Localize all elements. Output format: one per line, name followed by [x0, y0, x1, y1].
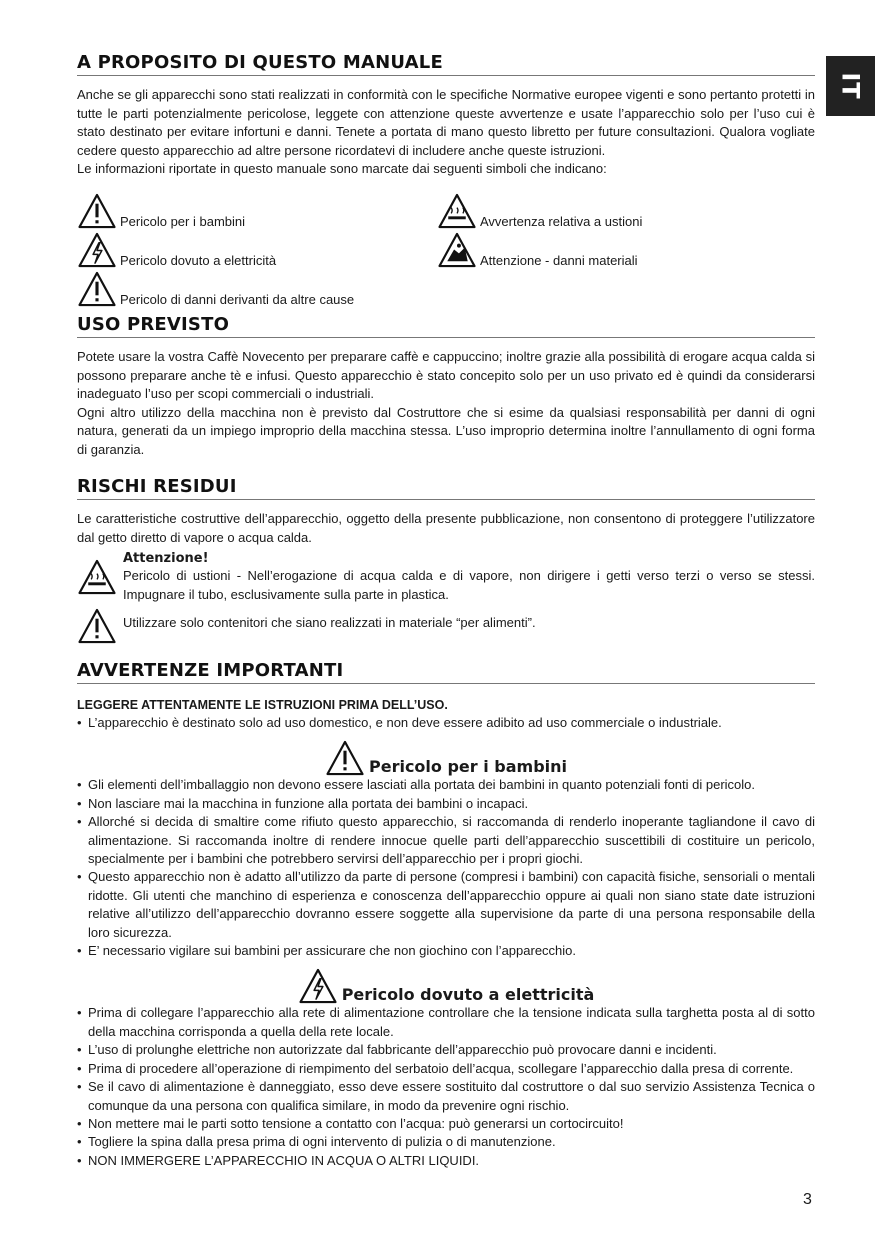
burn-warning-icon — [77, 559, 117, 595]
residual-risks-section — [77, 476, 815, 649]
warning-exclamation-icon — [77, 193, 117, 229]
list-item: • E’ necessario vigilare sui bambini per assicurare che non giochino con l’apparecchio. — [77, 942, 815, 960]
electric-subhead — [77, 968, 815, 1004]
intended-use-title: USO PREVISTO — [77, 314, 815, 338]
children-subhead — [77, 740, 815, 776]
warnings-title: AVVERTENZE IMPORTANTI — [77, 660, 815, 684]
important-warnings-section — [77, 660, 815, 1170]
list-item: • Togliere la spina dalla presa prima di ogni intervento di pulizia o di manutenzione. — [77, 1133, 815, 1151]
list-item: • L’apparecchio è destinato solo ad uso domestico, e non deve essere adibito ad uso commerciale o industriale. — [77, 714, 815, 732]
symbol-other — [77, 271, 354, 307]
list-item: • Prima di collegare l’apparecchio alla rete di alimentazione controllare che la tensione indicata sulla targhetta posta al di sotto della macchina corrisponda a quella della rete locale. — [77, 1004, 815, 1041]
container-block — [77, 608, 815, 649]
list-item: • Gli elementi dell’imballaggio non devono essere lasciati alla portata dei bambini in quanto potenziali fonti di pericolo. — [77, 776, 815, 794]
symbol-label: Pericolo di danni derivanti da altre cause — [120, 291, 355, 307]
electric-warning-icon — [77, 232, 117, 268]
symbol-label: Pericolo per i bambini — [120, 213, 246, 229]
attention-title: Attenzione! — [123, 551, 209, 567]
symbol-electric — [77, 232, 276, 268]
list-item: • Questo apparecchio non è adatto all’utilizzo da parte di persone (compresi i bambini) con capacità fisiche, sensoriali o mentali ridotte. Gli utenti che manchino di esperienza e conoscenza dell’apparecchio oppure ai quali non siano state date istruzioni relative all’utilizzo dell’apparecchio dovranno essere soggette alla supervisione da parte di una persona responsabile della loro sicurezza. — [77, 868, 815, 942]
warning-exclamation-icon — [77, 271, 117, 307]
children-title: Pericolo per i bambini — [368, 757, 568, 777]
symbol-burn — [437, 193, 642, 229]
symbol-label: Attenzione - danni materiali — [480, 252, 638, 268]
residual-p1: Le caratteristiche costruttive dell’apparecchio, oggetto della presente pubblicazione, non consentono di proteggere l’utilizzatore dal getto diretto di vapore o acqua calda. — [77, 511, 815, 545]
about-title: A PROPOSITO DI QUESTO MANUALE — [77, 52, 815, 76]
list-item: • Non mettere mai le parti sotto tensione a contatto con l’acqua: può generarsi un cortocircuito! — [77, 1115, 815, 1133]
symbol-label: Pericolo dovuto a elettricità — [120, 252, 277, 268]
list-item: • NON IMMERGERE L’APPARECCHIO IN ACQUA O ALTRI LIQUIDI. — [77, 1152, 815, 1170]
burn-warning-icon — [437, 193, 477, 229]
list-item: • Non lasciare mai la macchina in funzione alla portata dei bambini o incapaci. — [77, 795, 815, 813]
list-item: • L’uso di prolunghe elettriche non autorizzate dal fabbricante dell’apparecchio può provocare danni e incidenti. — [77, 1041, 815, 1059]
symbol-material — [437, 232, 638, 268]
children-list — [77, 776, 815, 960]
page-number: 3 — [803, 1191, 812, 1208]
symbol-children — [77, 193, 245, 229]
intended-use-section — [77, 314, 815, 460]
material-damage-icon — [437, 232, 477, 268]
about-paragraph: Anche se gli apparecchi sono stati realizzati in conformità con le specifiche Normative europee vigenti e sono pertanto protetti in tutte le parti potenzialmente pericolose, leggete con attenzione queste avvertenze e usate l’apparecchio solo per l’uso cui è stato destinato per evitare infortuni e danni. Tenete a portata di mano questo libretto per future consultazioni. Qualora vogliate cedere questo apparecchio ad altre persone ricordatevi di includere anche queste istruzioni. — [77, 87, 815, 158]
electric-list — [77, 1004, 815, 1170]
electric-warning-icon — [298, 968, 338, 1004]
container-text: Utilizzare solo contenitori che siano realizzati in materiale “per alimenti”. — [123, 615, 536, 631]
list-item: • Se il cavo di alimentazione è danneggiato, esso deve essere sostituito dal costruttore o dal suo servizio Assistenza Tecnica o comunque da una persona con qualifica similare, in modo da prevenire ogni rischio. — [77, 1078, 815, 1115]
list-item: • Allorché si decida di smaltire come rifiuto questo apparecchio, si raccomanda di renderlo inoperante tagliandone il cavo di alimentazione. Si raccomanda inoltre di rendere innocue quelle parti dell’apparecchio suscettibili di costituire un pericolo, specialmente per i bambini che potrebbero servirsi dell’apparecchio per i propri giochi. — [77, 813, 815, 868]
about-section — [77, 52, 815, 313]
warning-exclamation-icon — [325, 740, 365, 776]
symbol-label: Avvertenza relativa a ustioni — [480, 213, 643, 229]
attention-block — [77, 551, 815, 604]
symbols-legend — [77, 193, 815, 313]
residual-title: RISCHI RESIDUI — [77, 476, 815, 500]
symbols-intro: Le informazioni riportate in questo manuale sono marcate dai seguenti simboli che indicano: — [77, 161, 607, 177]
warning-exclamation-icon — [77, 608, 117, 644]
general-list — [77, 714, 815, 732]
attention-text: Pericolo di ustioni - Nell’erogazione di acqua calda e di vapore, non dirigere i getti verso terzi o verso se stessi. Impugnare il tubo, esclusivamente sulla parte in plastica. — [123, 568, 815, 602]
electric-title: Pericolo dovuto a elettricità — [341, 985, 595, 1005]
intended-use-p2: Ogni altro utilizzo della macchina non è previsto dal Costruttore che si esime da qualsiasi responsabilità per danni di ogni natura, generati da un impiego improprio della macchina stessa. L’uso improprio determina inoltre l’annullamento di ogni forma di garanzia. — [77, 404, 815, 457]
list-item: • Prima di procedere all’operazione di riempimento del serbatoio dell’acqua, scollegare l’apparecchio dalla presa di corrente. — [77, 1060, 815, 1078]
intended-use-p1: Potete usare la vostra Caffè Novecento per preparare caffè e cappuccino; inoltre grazie alla possibilità di erogare acqua calda si possono preparare anche tè e infusi. Questo apparecchio è stato concepito solo per un uso privato ed è quindi da considerarsi inadeguato l’uso per scopi commerciali o industriali. — [77, 349, 815, 402]
language-tab: IT — [826, 56, 875, 116]
warnings-lead: LEGGERE ATTENTAMENTE LE ISTRUZIONI PRIMA DELL’USO. — [77, 698, 448, 712]
